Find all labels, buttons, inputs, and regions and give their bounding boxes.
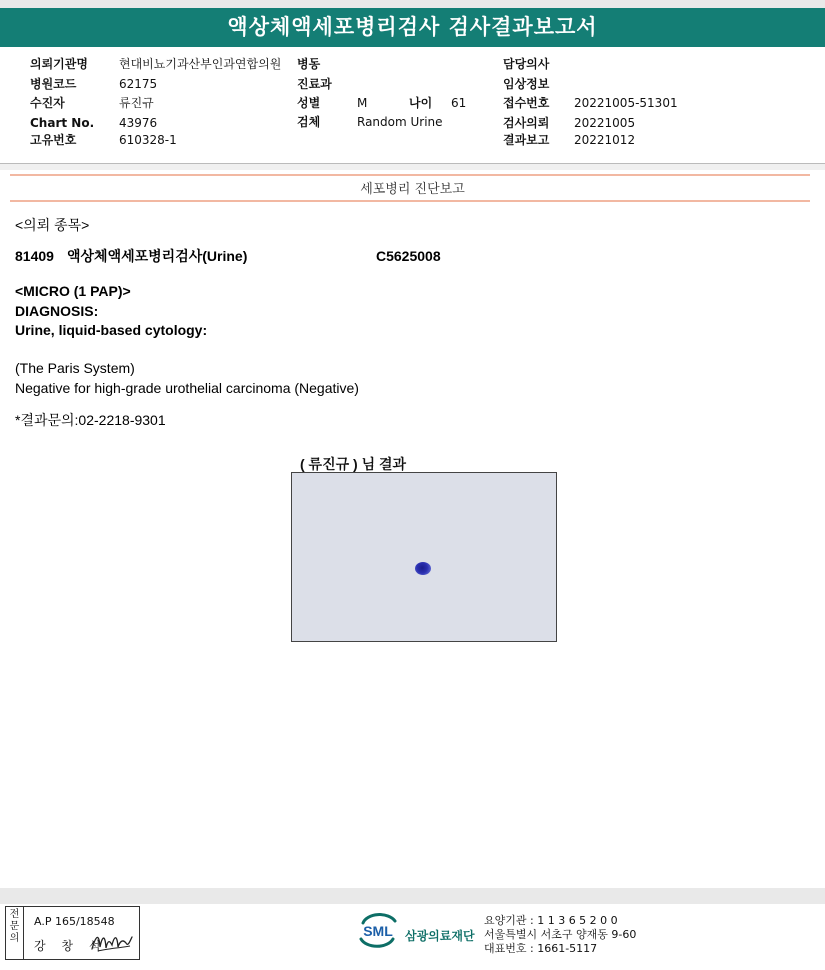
clinical-info-label: 임상정보 <box>503 77 550 91</box>
signature-box <box>5 906 140 960</box>
section-bottom-rule <box>10 200 810 202</box>
receipt-no-value: 20221005-51301 <box>574 96 678 110</box>
inquiry-phone: *결과문의:02-2218-9301 <box>15 412 166 428</box>
top-strip <box>0 0 825 8</box>
doctor-label: 담당의사 <box>503 57 550 71</box>
test-name: 액상체액세포병리검사(Urine) <box>67 248 248 264</box>
sml-logo-icon <box>357 911 399 949</box>
sml-logo-text: SML <box>363 923 393 939</box>
request-date-value: 20221005 <box>574 116 636 130</box>
diagnosis-specimen: Urine, liquid-based cytology: <box>15 322 208 338</box>
report-title: 액상체액세포병리검사 검사결과보고서 <box>0 8 825 47</box>
org-name: 삼광의료재단 <box>405 929 475 943</box>
unique-no-label: 고유번호 <box>30 133 77 147</box>
hospital-code-value: 62175 <box>119 77 158 91</box>
sex-value: M <box>357 96 368 110</box>
chart-no-value: 43976 <box>119 116 158 130</box>
section-top-rule <box>10 174 810 176</box>
test-code: 81409 <box>15 248 54 264</box>
micro-heading: <MICRO (1 PAP)> <box>15 283 131 299</box>
ap-number: A.P 165/18548 <box>34 915 115 928</box>
patient-label: 수진자 <box>30 96 65 110</box>
institution-label: 의뢰기관명 <box>30 57 88 71</box>
specialist-char-3: 의 <box>9 933 20 944</box>
age-label: 나이 <box>409 96 433 110</box>
header-shadow <box>0 164 825 170</box>
specialist-char-2: 문 <box>9 921 20 932</box>
diagnosis-label: DIAGNOSIS: <box>15 303 99 319</box>
specialist-label <box>6 907 24 959</box>
license-number: 요양기관 : 1 1 3 6 5 2 0 0 <box>484 914 618 927</box>
hospital-code-label: 병원코드 <box>30 77 77 91</box>
specialist-char-1: 전 <box>9 909 20 920</box>
department-label: 진료과 <box>297 77 332 91</box>
section-title: 세포병리 진단보고 <box>360 182 465 197</box>
unique-no-value: 610328-1 <box>119 133 177 147</box>
sex-label: 성별 <box>297 96 321 110</box>
institution-value: 현대비뇨기과산부인과연합의원 <box>119 57 282 71</box>
chart-no-label: Chart No. <box>30 116 95 130</box>
patient-value: 류진규 <box>119 96 154 110</box>
org-address: 서울특별시 서초구 양재동 9-60 <box>484 928 637 941</box>
specimen-value: Random Urine <box>357 115 443 129</box>
footer-band <box>0 888 825 904</box>
org-phone: 대표번호 : 1661-5117 <box>484 942 598 955</box>
image-caption: ( 류진규 ) 님 결과 <box>300 456 407 472</box>
specimen-label: 검체 <box>297 115 321 129</box>
receipt-no-label: 접수번호 <box>503 96 550 110</box>
report-date-label: 결과보고 <box>503 133 550 147</box>
paris-system-line: (The Paris System) <box>15 360 135 376</box>
report-date-value: 20221012 <box>574 133 636 147</box>
stained-cell <box>415 562 431 575</box>
ward-label: 병동 <box>297 57 321 71</box>
pathologist-name: 강 창 석 <box>34 939 107 953</box>
age-value: 61 <box>451 96 467 110</box>
test-id: C5625008 <box>376 248 441 264</box>
request-date-label: 검사의뢰 <box>503 116 550 130</box>
handwritten-signature <box>90 927 134 955</box>
cytology-image <box>291 472 557 642</box>
request-heading: <의뢰 종목> <box>15 217 90 233</box>
diagnosis-result: Negative for high-grade urothelial carcinoma (Negative) <box>15 380 359 396</box>
